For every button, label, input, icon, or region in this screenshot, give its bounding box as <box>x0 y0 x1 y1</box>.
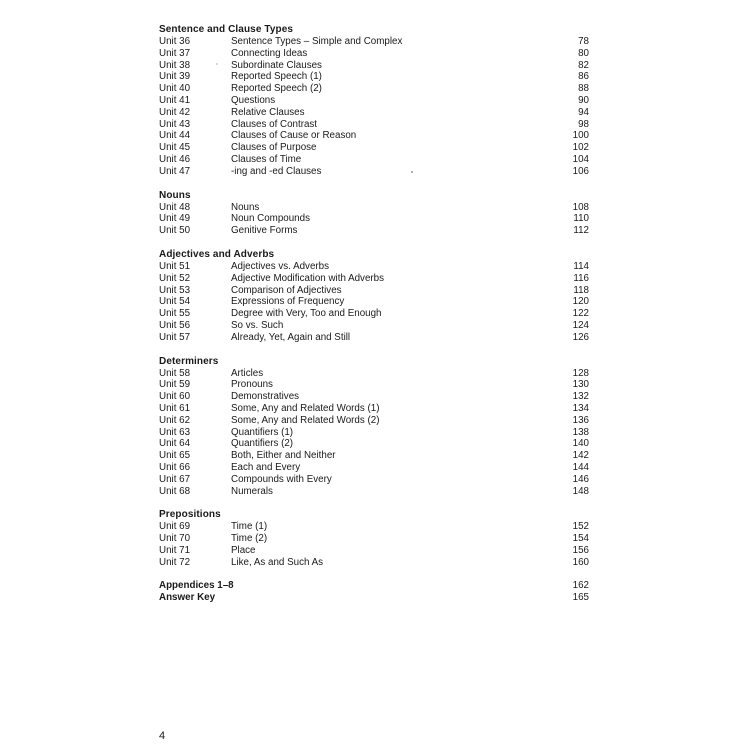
unit-title: Pronouns <box>231 379 273 391</box>
toc-entry <box>159 119 589 131</box>
toc-entry <box>159 166 589 178</box>
page-ref: 154 <box>572 533 589 545</box>
unit-title: Nouns <box>231 201 260 213</box>
toc-section <box>159 190 589 237</box>
extra-label: Answer Key <box>159 592 216 604</box>
page-ref: 94 <box>578 106 589 118</box>
unit-number: Unit 38 <box>159 59 191 71</box>
toc-extra-entry <box>159 592 589 604</box>
unit-number: Unit 36 <box>159 36 191 47</box>
unit-number: Unit 49 <box>159 213 191 225</box>
section-title: Determiners <box>159 355 219 367</box>
page-ref: 124 <box>572 319 589 331</box>
unit-title: Sentence Types – Simple and Complex <box>231 36 403 47</box>
unit-title: So vs. Such <box>231 319 284 331</box>
extra-label: Appendices 1–8 <box>159 580 234 592</box>
page-ref: 138 <box>572 426 589 438</box>
unit-number: Unit 46 <box>159 153 191 165</box>
unit-title: Quantifiers (1) <box>231 426 294 438</box>
toc-entry <box>159 261 589 273</box>
unit-title: Some, Any and Related Words (2) <box>231 414 380 426</box>
toc-extras <box>159 580 589 604</box>
unit-title: Subordinate Clauses <box>231 59 322 71</box>
toc-entry <box>159 557 589 569</box>
unit-number: Unit 64 <box>159 438 191 450</box>
unit-title: Compounds with Every <box>231 473 332 485</box>
page-ref: 82 <box>578 59 589 71</box>
unit-title: Adjective Modification with Adverbs <box>231 272 385 284</box>
page-ref: 146 <box>572 473 589 485</box>
toc-entry <box>159 60 589 72</box>
unit-title: Relative Clauses <box>231 106 305 118</box>
toc-entry <box>159 320 589 332</box>
page-ref: 126 <box>572 331 589 343</box>
unit-number: Unit 65 <box>159 450 191 462</box>
toc-entry <box>159 285 589 297</box>
unit-number: Unit 72 <box>159 556 191 568</box>
page-ref: 78 <box>578 36 589 47</box>
unit-title: Demonstratives <box>231 391 300 403</box>
unit-number: Unit 59 <box>159 379 191 391</box>
unit-number: Unit 47 <box>159 165 191 177</box>
toc-section <box>159 24 589 178</box>
toc-entry <box>159 273 589 285</box>
unit-number: Unit 39 <box>159 71 191 83</box>
unit-number: Unit 50 <box>159 225 191 237</box>
toc-entry <box>159 545 589 557</box>
unit-number: Unit 48 <box>159 201 191 213</box>
page-ref: 142 <box>572 450 589 462</box>
toc-entry <box>159 486 589 498</box>
unit-number: Unit 37 <box>159 47 191 59</box>
unit-title: Time (1) <box>231 521 268 533</box>
page-ref: 108 <box>572 201 589 213</box>
unit-title: Questions <box>231 94 276 106</box>
unit-number: Unit 67 <box>159 473 191 485</box>
toc-entry <box>159 142 589 154</box>
unit-number: Unit 71 <box>159 544 191 556</box>
unit-number: Unit 70 <box>159 533 191 545</box>
unit-number: Unit 61 <box>159 402 191 414</box>
toc-entry <box>159 213 589 225</box>
toc-entry <box>159 71 589 83</box>
unit-title: Comparison of Adjectives <box>231 284 342 296</box>
toc-entry <box>159 36 589 48</box>
page-ref: 90 <box>578 94 589 106</box>
page-ref: 80 <box>578 47 589 59</box>
unit-number: Unit 57 <box>159 331 191 343</box>
unit-number: Unit 41 <box>159 94 191 106</box>
page-ref: 148 <box>572 485 589 497</box>
section-title: Prepositions <box>159 509 221 521</box>
page-ref: 136 <box>572 414 589 426</box>
toc-entry <box>159 438 589 450</box>
page-ref: 112 <box>573 225 589 237</box>
toc-entry <box>159 48 589 60</box>
page-ref: 116 <box>573 272 589 284</box>
section-title: Nouns <box>159 189 191 201</box>
toc-entry <box>159 202 589 214</box>
unit-number: Unit 43 <box>159 118 191 130</box>
toc-entry <box>159 450 589 462</box>
page-ref: 132 <box>572 391 589 403</box>
print-speck <box>216 63 218 65</box>
unit-title: Place <box>231 544 256 556</box>
page-ref: 118 <box>573 284 589 296</box>
unit-number: Unit 51 <box>159 260 191 272</box>
unit-title: -ing and -ed Clauses <box>231 165 322 177</box>
toc-entry <box>159 154 589 166</box>
page-ref: 128 <box>572 367 589 379</box>
unit-title: Expressions of Frequency <box>231 296 345 308</box>
page-ref: 162 <box>572 580 589 592</box>
unit-title: Reported Speech (2) <box>231 83 322 95</box>
toc-entry <box>159 391 589 403</box>
unit-title: Degree with Very, Too and Enough <box>231 308 382 320</box>
unit-number: Unit 68 <box>159 485 191 497</box>
page-number: 4 <box>159 730 166 742</box>
unit-title: Adjectives vs. Adverbs <box>231 260 330 272</box>
unit-title: Both, Either and Neither <box>231 450 336 462</box>
unit-number: Unit 45 <box>159 142 191 154</box>
unit-number: Unit 55 <box>159 308 191 320</box>
unit-number: Unit 60 <box>159 391 191 403</box>
toc-entry <box>159 462 589 474</box>
unit-number: Unit 58 <box>159 367 191 379</box>
toc-entry <box>159 308 589 320</box>
toc-section <box>159 509 589 568</box>
unit-number: Unit 69 <box>159 521 191 533</box>
page-ref: 100 <box>572 130 589 142</box>
unit-title: Each and Every <box>231 461 301 473</box>
toc-entry <box>159 521 589 533</box>
unit-title: Clauses of Time <box>231 153 302 165</box>
unit-number: Unit 66 <box>159 461 191 473</box>
table-of-contents <box>159 24 589 616</box>
page-ref: 160 <box>572 556 589 568</box>
unit-number: Unit 62 <box>159 414 191 426</box>
page-ref: 114 <box>573 260 589 272</box>
page-ref: 134 <box>572 402 589 414</box>
page-ref: 122 <box>572 308 589 320</box>
unit-title: Articles <box>231 367 264 379</box>
section-title: Sentence and Clause Types <box>159 24 294 35</box>
unit-number: Unit 44 <box>159 130 191 142</box>
page-ref: 110 <box>573 213 589 225</box>
page-ref: 152 <box>572 521 589 533</box>
print-speck <box>411 171 413 173</box>
unit-title: Reported Speech (1) <box>231 71 322 83</box>
page-ref: 102 <box>572 142 589 154</box>
toc-entry <box>159 415 589 427</box>
page-ref: 98 <box>578 118 589 130</box>
toc-section <box>159 249 589 344</box>
unit-number: Unit 53 <box>159 284 191 296</box>
toc-entry <box>159 332 589 344</box>
unit-title: Quantifiers (2) <box>231 438 294 450</box>
page-ref: 140 <box>572 438 589 450</box>
toc-entry <box>159 379 589 391</box>
page-ref: 156 <box>572 544 589 556</box>
unit-title: Numerals <box>231 485 273 497</box>
toc-entry <box>159 130 589 142</box>
toc-entry <box>159 368 589 380</box>
unit-number: Unit 54 <box>159 296 191 308</box>
page-ref: 106 <box>572 165 589 177</box>
toc-entry <box>159 225 589 237</box>
toc-entry <box>159 533 589 545</box>
toc-extra-entry <box>159 580 589 592</box>
unit-title: Clauses of Purpose <box>231 142 317 154</box>
toc-entry <box>159 403 589 415</box>
unit-title: Already, Yet, Again and Still <box>231 331 351 343</box>
page-ref: 144 <box>572 461 589 473</box>
toc-section <box>159 356 589 498</box>
unit-title: Like, As and Such As <box>231 556 324 568</box>
toc-entry <box>159 296 589 308</box>
page-ref: 104 <box>572 153 589 165</box>
unit-number: Unit 52 <box>159 272 191 284</box>
unit-title: Genitive Forms <box>231 225 298 237</box>
unit-number: Unit 56 <box>159 319 191 331</box>
unit-title: Connecting Ideas <box>231 47 308 59</box>
toc-entry <box>159 427 589 439</box>
unit-title: Clauses of Cause or Reason <box>231 130 357 142</box>
page-ref: 165 <box>572 592 589 604</box>
unit-title: Noun Compounds <box>231 213 310 225</box>
page-ref: 86 <box>578 71 589 83</box>
unit-number: Unit 42 <box>159 106 191 118</box>
unit-title: Clauses of Contrast <box>231 118 318 130</box>
unit-number: Unit 40 <box>159 83 191 95</box>
toc-entry <box>159 107 589 119</box>
page-ref: 120 <box>572 296 589 308</box>
toc-entry <box>159 95 589 107</box>
unit-title: Time (2) <box>231 533 268 545</box>
toc-entry <box>159 474 589 486</box>
page-ref: 130 <box>572 379 589 391</box>
page-ref: 88 <box>578 83 589 95</box>
unit-number: Unit 63 <box>159 426 191 438</box>
toc-entry <box>159 83 589 95</box>
unit-title: Some, Any and Related Words (1) <box>231 402 380 414</box>
section-title: Adjectives and Adverbs <box>159 248 275 260</box>
